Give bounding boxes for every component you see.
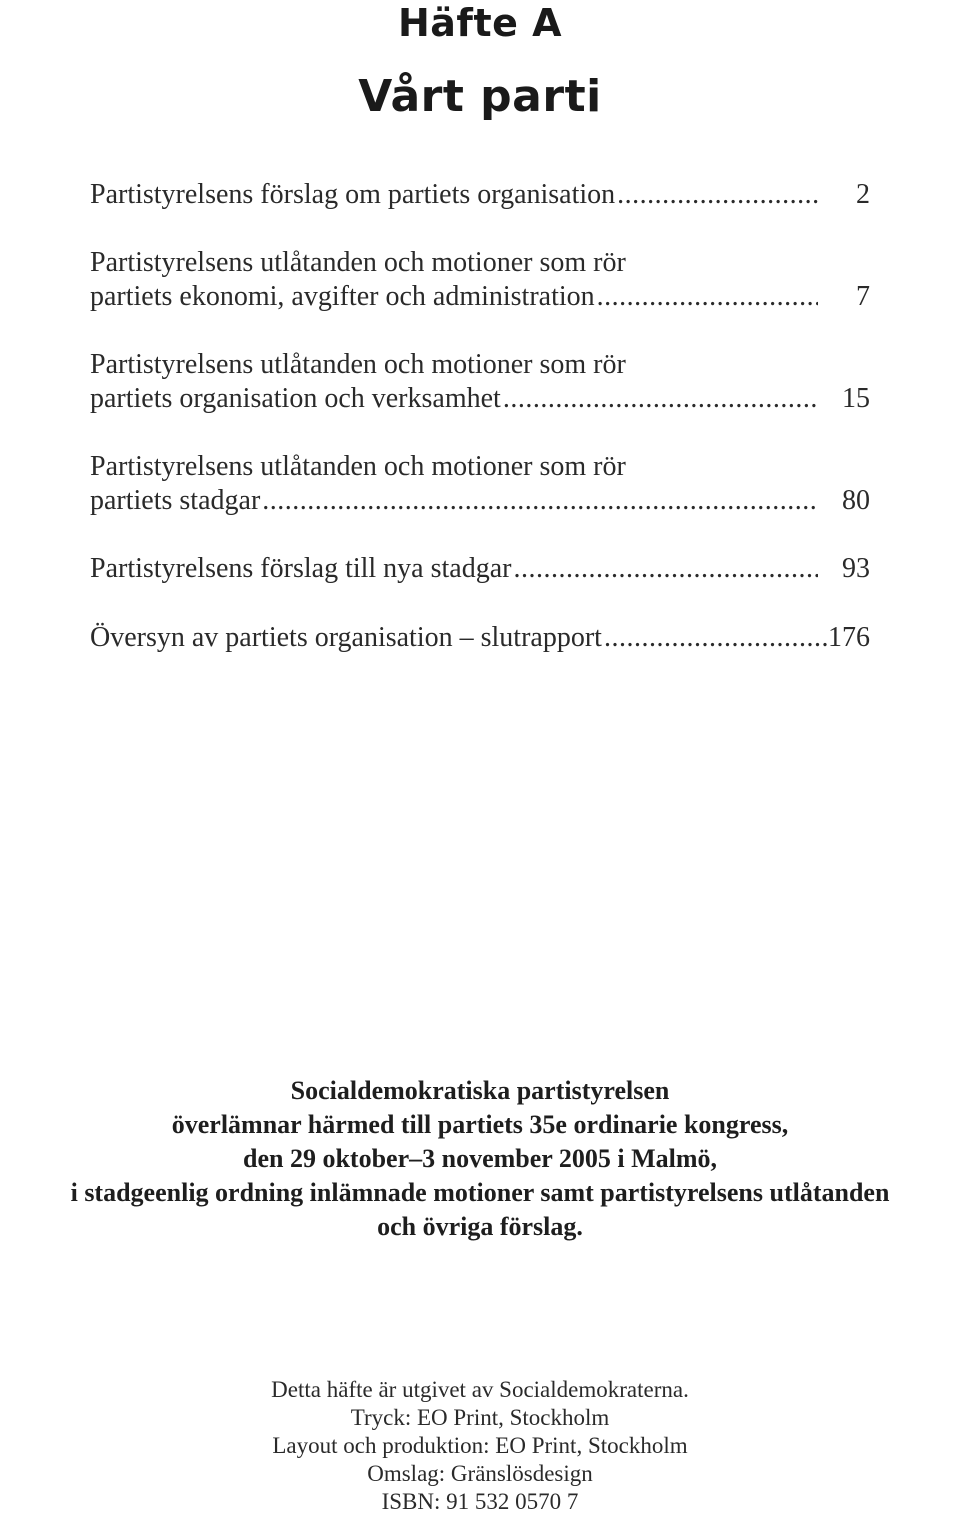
colophon-printer: Tryck: EO Print, Stockholm [350, 1405, 610, 1430]
toc-entry[interactable] [90, 246, 870, 314]
toc-entry[interactable] [90, 450, 870, 518]
toc-leader-dots [597, 280, 818, 314]
toc-entry-title: Översyn av partiets organisation – slutrapport [90, 622, 602, 653]
statement-line: i stadgeenlig ordning inlämnade motioner samt partistyrelsens utlåtanden [70, 1178, 890, 1207]
toc-entry-title: Partistyrelsens förslag om partiets organisation [90, 179, 616, 210]
colophon-isbn: ISBN: 91 532 0570 7 [381, 1489, 579, 1514]
toc-page-number: 7 [856, 281, 870, 312]
statement-line: överlämnar härmed till partiets 35e ordinarie kongress, [171, 1110, 789, 1139]
toc-entry[interactable] [90, 178, 870, 212]
toc-entry-title: Partistyrelsens förslag till nya stadgar [90, 553, 512, 584]
toc-leader-dots [262, 484, 818, 518]
booklet-label: Häfte A [397, 1, 563, 45]
toc-page-number: 93 [842, 553, 870, 584]
toc-entry-title: partiets organisation och verksamhet [90, 383, 501, 414]
colophon-layout: Layout och produktion: EO Print, Stockholm [272, 1433, 688, 1458]
statement-line: och övriga förslag. [377, 1212, 583, 1241]
toc-entry-title-line: Partistyrelsens utlåtanden och motioner som rör [90, 247, 626, 278]
colophon-publisher: Detta häfte är utgivet av Socialdemokraterna. [271, 1377, 689, 1402]
toc-leader-dots [513, 552, 818, 586]
toc-entry[interactable] [90, 348, 870, 416]
colophon [0, 1376, 960, 1516]
colophon-cover: Omslag: Gränslösdesign [367, 1461, 593, 1486]
toc-page-number: 176 [828, 622, 870, 653]
submission-statement [0, 1074, 960, 1244]
toc-entry-title: partiets ekonomi, avgifter och administration [90, 281, 595, 312]
toc-leader-dots [503, 382, 818, 416]
toc-entry[interactable] [90, 621, 870, 655]
page-title: Vårt parti [358, 71, 602, 122]
toc-leader-dots [617, 178, 818, 212]
toc-entry-title-line: Partistyrelsens utlåtanden och motioner som rör [90, 349, 626, 380]
toc-page-number: 80 [842, 485, 870, 516]
toc-entry[interactable] [90, 552, 870, 586]
toc-entry-title: partiets stadgar [90, 485, 261, 516]
toc-page-number: 15 [842, 383, 870, 414]
toc-entry-title-line: Partistyrelsens utlåtanden och motioner som rör [90, 451, 626, 482]
statement-line: den 29 oktober–3 november 2005 i Malmö, [243, 1144, 717, 1173]
statement-line: Socialdemokratiska partistyrelsen [290, 1076, 670, 1105]
toc-page-number: 2 [856, 179, 870, 210]
toc-leader-dots [604, 621, 828, 655]
